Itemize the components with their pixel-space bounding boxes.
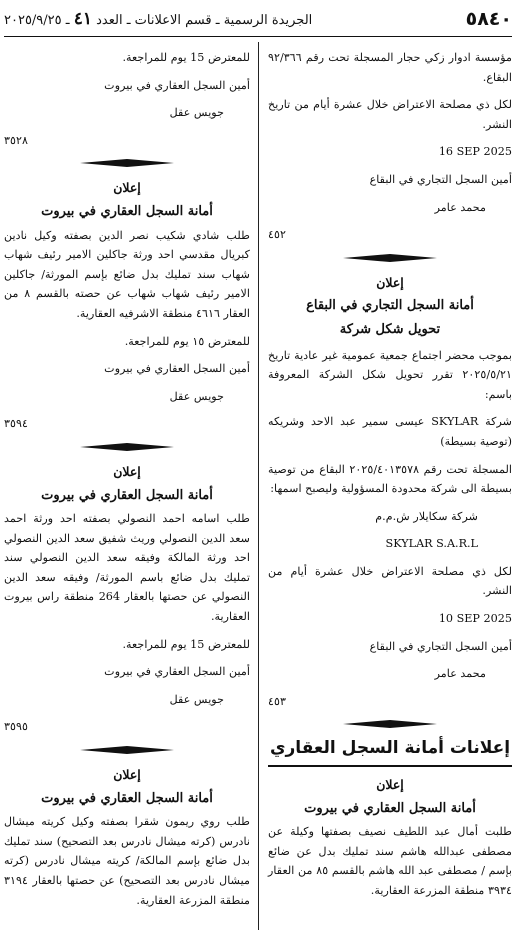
signer-name: محمد عامر [434,200,486,214]
notice-453 [268,273,512,712]
notice-paragraph: شركة SKYLAR عيسى سمير عبد الاحد وشريكه (توصية بسيطة) [268,415,512,448]
signer-name: محمد عامر [434,667,486,681]
column-divider [258,42,259,930]
notice-paragraph: بموجب محضر اجتماع جمعية عمومية غير عادية تاريخ ٢٠٢٥/٥/٢١ تقرر تحويل شكل الشركة المعروفة باسم: [268,348,512,401]
signer-name: جويس عقل [169,692,224,706]
notice-body: طلب روي ريمون شقرا بصفته وكيل كريته ميشال نادرس (كرته ميشال نادرس بعد التصحيح) سند تمليك بدل ضائع بإسم المالكة/ كريته ميشال نادرس (كرته ميشال نادرس بعد التصحيح) عن حصتها بالعقار ٣١٩٤ منطقة المزرعة العقارية. [4,815,250,907]
notice-heading: إعلان [113,180,141,196]
notice-office: أمانة السجل العقاري في بيروت [41,203,213,219]
company-name-ar: شركة سكايلار ش.م.م [375,509,478,523]
page-header [4,4,512,34]
notice-number: ٣٥٩٥ [4,720,29,734]
real-estate-section [268,739,512,900]
notice-office: أمانة السجل العقاري في بيروت [41,790,213,806]
left-column [4,48,250,918]
signer-title: أمين السجل العقاري في بيروت [104,665,250,679]
objection-text: للمعترض ١٥ يوم للمراجعة. [124,334,250,348]
signer-title: أمين السجل العقاري في بيروت [104,362,250,376]
objection-text: لكل ذي مصلحة الاعتراض خلال عشرة أيام من تاريخ النشر. [268,98,512,131]
separator-ornament [80,158,174,168]
notice-paragraph: المسجلة تحت رقم ٢٠٢٥/٤٠١٣٥٧٨ البقاع من توصية بسيطة الى شركة محدودة المسؤولية وليصبح اسمها: [268,462,512,496]
separator-ornament [80,442,174,452]
gazette-title-text: الجريدة الرسمية ـ قسم الاعلانات ـ العدد [96,13,313,28]
notice-office: أمانة السجل التجاري في البقاع [306,298,474,314]
signer-title: أمين السجل التجاري في البقاع [369,639,512,653]
objection-text: للمعترض 15 يوم للمراجعة. [122,637,250,651]
notice-3595 [4,462,250,737]
notice-body: طلب اسامه احمد النصولي بصفته احد ورثة احمد سعد الدين النصولي وريث شفيق سعد الدين النصولي احد ورثة المالكة وفيقه سعد الدين النصولي سند تمليك بدل ضائع باسم المورثة/ وفيقه سعد الدين النصولي عن حصتها بالعقار 264 منطقة راس بيروت العقارية. [4,512,250,624]
notice-3594 [4,178,250,434]
right-column [268,48,512,909]
notice-office: أمانة السجل العقاري في بيروت [41,487,213,503]
notice-body: طلبت أمال عبد اللطيف نصيف بصفتها وكيلة عن مصطفى عبدالله هاشم سند تمليك بدل عن ضائع بإسم / مصطفى عبد الله هاشم بالقسم ٨٥ من العقار ٣٩٣٤ منطقة المزرعة العقارية. [268,825,512,897]
notice-date: 16 SEP 2025 [438,145,512,159]
notice-452 [268,48,512,245]
notice-continuation: مؤسسة ادوار زكي حجار المسجلة تحت رقم ٩٢/٣٦٦ البقاع. [268,51,512,84]
notice-number: ٤٥٣ [268,694,287,708]
separator-ornament [343,253,437,263]
page-number: ٥٨٤٠ [465,8,512,30]
objection-text: لكل ذي مصلحة الاعتراض خلال عشرة أيام من النشر. [268,564,512,598]
separator-ornament [80,745,174,755]
notice-heading: إعلان [113,767,141,783]
notice-last [4,765,250,910]
notice-number: ٤٥٢ [268,228,287,242]
gazette-title [4,9,312,29]
signer-title: أمين السجل العقاري في بيروت [104,78,250,92]
header-rule [4,36,512,37]
notice-3528 [4,48,250,150]
notice-office: أمانة السجل العقاري في بيروت [304,800,476,816]
notice-subject: تحويل شكل شركة [339,321,441,337]
notice-body: طلب شادي شكيب نصر الدين بصفته وكيل نادين كبريال مقدسي احد ورثة جاكلين الامير رئيف شهاب شهاب سند تمليك بدل ضائع بإسم المورثة/ جاكلين الامير رئيف شهاب شهاب عن حصته بالقسم ٨ من العقار ٤٦١٦ منطقة الاشرفيه العقارية. [4,228,250,320]
separator-ornament [343,719,437,729]
signer-name: جويس عقل [169,106,224,120]
signer-title: أمين السجل التجاري في البقاع [369,172,512,186]
notice-heading: إعلان [376,777,404,793]
notice-number: ٣٥٢٨ [4,133,29,147]
issue-date: ـ ٢٠٢٥/٩/٢٥ [4,13,70,28]
notice-date: 10 SEP 2025 [438,612,512,626]
objection-text: للمعترض 15 يوم للمراجعة. [122,51,250,64]
notice-number: ٣٥٩٤ [4,417,29,431]
company-name-en: SKYLAR S.A.R.L [385,537,478,551]
notice-heading: إعلان [113,463,141,479]
notice-heading: إعلان [376,274,404,290]
section-title: إعلانات أمانة السجل العقاري [268,739,512,767]
issue-number: ٤١ [73,9,92,29]
signer-name: جويس عقل [169,389,224,403]
